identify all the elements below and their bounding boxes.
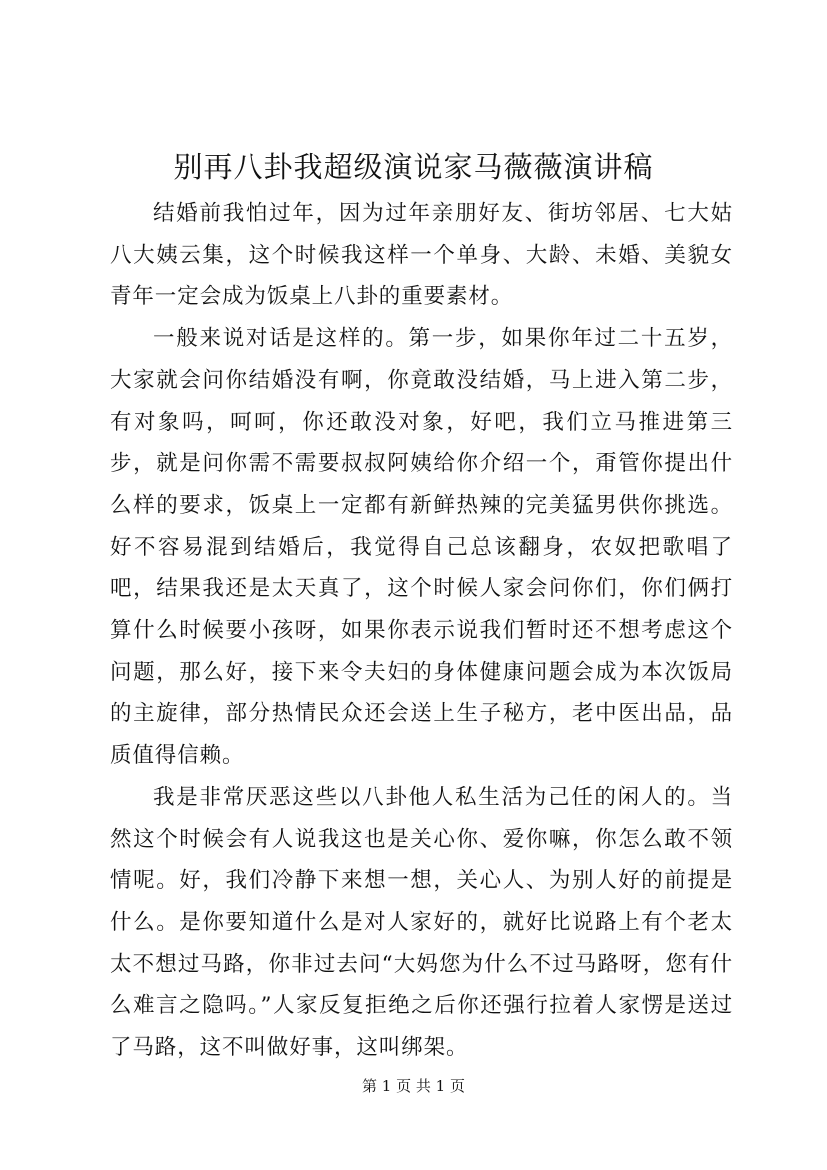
- document-body: [110, 193, 733, 1069]
- paragraph: 我是非常厌恶这些以八卦他人私生活为己任的闲人的。当然这个时候会有人说我这也是关心你、爱你嘛，你怎么敢不领情呢。好，我们冷静下来想一想，关心人、为别人好的前提是什么。是你要知道什么是对人家好的，就好比说路上有个老太太不想过马路，你非过去问“大妈您为什么不过马路呀，您有什么难言之隐吗。”人家反复拒绝之后你还强行拉着人家愣是送过了马路，这不叫做好事，这叫绑架。: [110, 784, 733, 1061]
- paragraph: 结婚前我怕过年，因为过年亲朋好友、街坊邻居、七大姑八大姨云集，这个时候我这样一个单身、大龄、未婚、美貌女青年一定会成为饭桌上八卦的重要素材。: [110, 201, 733, 310]
- page-number-footer: 第 1 页 共 1 页: [362, 1077, 465, 1095]
- paragraph: 一般来说对话是这样的。第一步，如果你年过二十五岁，大家就会问你结婚没有啊，你竟敢没结婚，马上进入第二步，有对象吗，呵呵，你还敢没对象，好吧，我们立马推进第三步，就是问你需不需要叔叔阿姨给你介绍一个，甭管你提出什么样的要求，饭桌上一定都有新鲜热辣的完美猛男供你挑选。好不容易混到结婚后，我觉得自己总该翻身，农奴把歌唱了吧，结果我还是太天真了，这个时候人家会问你们，你们俩打算什么时候要小孩呀，如果你表示说我们暂时还不想考虑这个问题，那么好，接下来令夫妇的身体健康问题会成为本次饭局的主旋律，部分热情民众还会送上生子秘方，老中医出品，品质值得信赖。: [110, 326, 733, 769]
- document-title: 别再八卦我超级演说家马薇薇演讲稿: [173, 150, 654, 184]
